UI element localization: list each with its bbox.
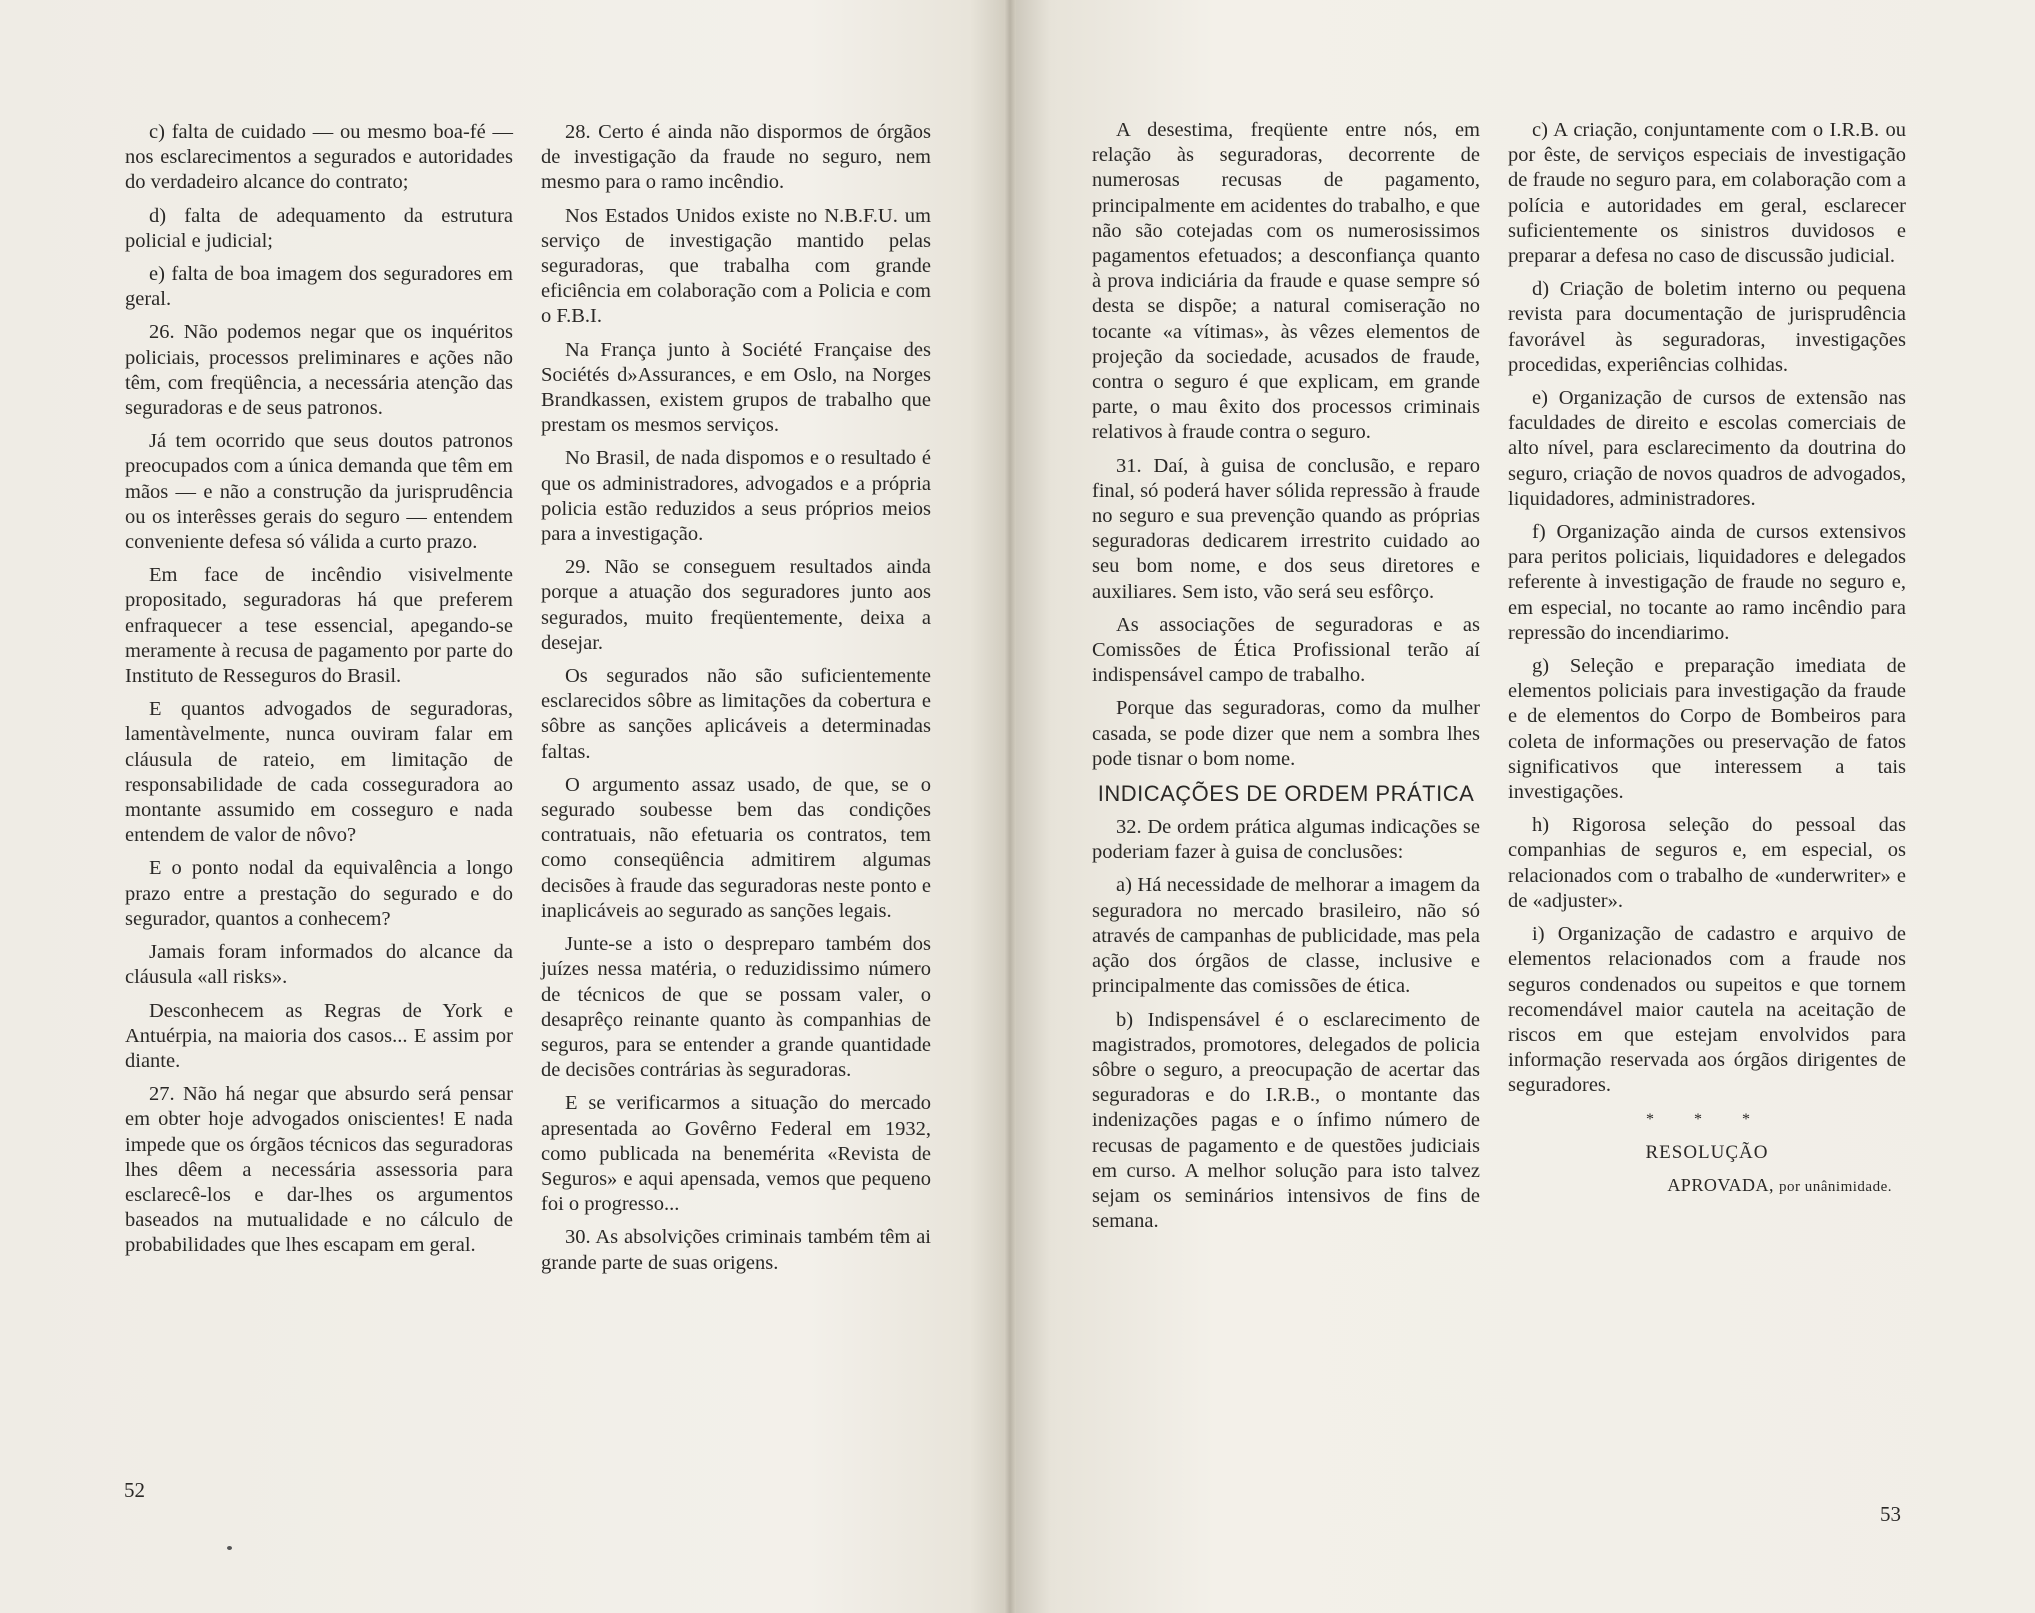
paragraph: E se verificarmos a situação do mercado apresentada ao Govêrno Federal em 1932, como publicada na benemérita «Revista de Seguros» e aqui apensada, vemos que pequeno foi o progresso... [541, 1092, 931, 1216]
paragraph: Os segurados não são suficientemente esclarecidos sôbre as limitações da cobertura e sôbre as sanções aplicáveis a determinadas faltas. [541, 665, 931, 763]
paragraph: Na França junto à Société Française des Sociétés d»Assurances, e em Oslo, na Norges Brandkassen, existem grupos de trabalho que prestam os mesmos serviços. [541, 338, 931, 437]
paragraph: Já tem ocorrido que seus doutos patronos preocupados com a única demanda que têm em mãos — e não a construção da jurisprudência ou os interêsses gerais do seguro — entendem conveniente defesa só válida a curto prazo. [125, 430, 513, 554]
paragraph: 30. As absolvições criminais também têm ai grande parte de suas origens. [541, 1226, 931, 1274]
paragraph: E o ponto nodal da equivalência a longo prazo entre a prestação do segurado e do segurador, quantos a conhecem? [125, 857, 513, 930]
page-number-left: 52 [124, 1478, 145, 1502]
paragraph: i) Organização de cadastro e arquivo de elementos relacionados com a fraude nos seguros condenados ou supeitos e que tornem recomendável maior cautela na aceitação de riscos em que estejam envolvidos para informação reservada aos órgãos dirigentes de seguradores. [1508, 923, 1906, 1097]
section-separator: * * * [1646, 1110, 1768, 1128]
paragraph: Porque das seguradoras, como da mulher casada, se pode dizer que nem a sombra lhes pode tisnar o bom nome. [1092, 697, 1480, 770]
left-column-2 [541, 120, 931, 1284]
paragraph: As associações de seguradoras e as Comissões de Ética Profissional terão aí indispensável campo de trabalho. [1092, 613, 1480, 687]
paragraph: 31. Daí, à guisa de conclusão, e reparo final, só poderá haver sólida repressão à fraude no seguro e sua prevenção quando as próprias seguradoras dedicarem irrestrito cuidado ao seu bom nome, e dos seus diretores e auxiliares. Sem isto, vão será seu esfôrço. [1092, 454, 1480, 603]
paragraph: A desestima, freqüente entre nós, em relação às seguradoras, decorrente de numerosas recusas de pagamento, principalmente em acidentes do trabalho, e que não são cotejadas com os numerosissimos pagamentos efetuados; a desconfiança quanto à prova indiciária da fraude e quase sempre só desta se dispõe; a natural comiseração no tocante «a vítimas», às vêzes elementos de projeção da sociedade, acusados de fraude, contra o seguro é que explicam, em grande parte, o mau êxito dos processos criminais relativos à fraude contra o seguro. [1092, 119, 1480, 444]
approval-label: APROVADA, [1667, 1174, 1775, 1195]
right-column-2 [1508, 118, 1906, 1208]
left-column-1 [125, 120, 513, 1267]
paragraph: b) Indispensável é o esclarecimento de magistrados, promotores, delegados de policia sôbre o seguro, a preocupação de acertar das seguradoras e do I.R.B., o montante das indenizações pagas e o ínfimo número de recusas de pagamento e de questões judiciais em curso. A melhor solução para isto talvez sejam os seminários intensivos de fins de semana. [1092, 1008, 1480, 1233]
paragraph: e) falta de boa imagem dos seguradores em geral. [125, 263, 513, 311]
right-column-1 [1092, 118, 1480, 1242]
paragraph: h) Rigorosa seleção do pessoal das companhias de seguros e, em especial, os relacionados com o trabalho de «underwriter» e de «adjuster». [1508, 814, 1906, 912]
book-gutter [1004, 0, 1016, 1613]
paragraph: d) Criação de boletim interno ou pequena revista para documentação de jurisprudência favorável às seguradoras, investigações procedidas, experiências colhidas. [1508, 278, 1906, 376]
page-number-right: 53 [1880, 1502, 1901, 1526]
paragraph: a) Há necessidade de melhorar a imagem da seguradora no mercado brasileiro, não só através de campanhas de publicidade, mas pela ação dos órgãos de classe, inclusive e principalmente das comissões de ética. [1092, 874, 1480, 998]
resolution-heading: RESOLUÇÃO [1645, 1141, 1769, 1163]
paragraph: g) Seleção e preparação imediata de elementos policiais para investigação da fraude e de elementos do Corpo de Bombeiros para coleta de informações ou preservação de fatos significativos que interessem a tais investigações. [1508, 655, 1906, 804]
paragraph: e) Organização de cursos de extensão nas faculdades de direito e escolas comerciais de alto nível, para esclarecimento da doutrina do seguro, criação de novos quadros de advogados, liquidadores, administradores. [1508, 387, 1906, 510]
paragraph: d) falta de adequamento da estrutura policial e judicial; [125, 204, 513, 252]
section-heading: INDICAÇÕES DE ORDEM PRÁTICA [1097, 781, 1475, 807]
ink-speck [227, 1546, 232, 1550]
paragraph: Nos Estados Unidos existe no N.B.F.U. um serviço de investigação mantido pelas seguradoras, que trabalha com grande eficiência em colaboração com a Policia e com o F.B.I. [541, 204, 931, 328]
paragraph: Junte-se a isto o despreparo também dos juízes nessa matéria, o reduzidissimo número de técnicos de que se possam valer, o desaprêço reinante quanto às companhias de seguros, para se entender a grande quantidade de decisões contrárias às seguradoras. [541, 933, 931, 1082]
paragraph: 26. Não podemos negar que os inquéritos policiais, processos preliminares e ações não têm, com freqüência, a necessária atenção das seguradoras e de seus patronos. [125, 321, 513, 420]
paragraph: E quantos advogados de seguradoras, lamentàvelmente, nunca ouviram falar em cláusula de rateio, em limitação de responsabilidade de cada cosseguradora ao montante assumido em cosseguro e nada entendem de valor de nôvo? [125, 698, 513, 847]
paragraph: c) A criação, conjuntamente com o I.R.B. ou por êste, de serviços especiais de investigação de fraude no seguro para, em colaboração com a polícia e autoridades em geral, esclarecer suficientemente os sinistros duvidosos e preparar a defesa no caso de discussão judicial. [1508, 119, 1906, 268]
paragraph: Jamais foram informados do alcance da cláusula «all risks». [125, 941, 513, 989]
approval-line [1508, 1173, 1906, 1200]
paragraph: f) Organização ainda de cursos extensivos para peritos policiais, liquidadores e delegados referente à investigação de fraude no seguro e, em especial, no tocante ao ramo incêndio para repressão do incendiarimo. [1508, 521, 1906, 644]
paragraph: O argumento assaz usado, de que, se o segurado soubesse bem das condições contratuais, não efetuaria os contratos, tem como conseqüência admitirem algumas decisões à fraude das seguradoras neste ponto e inaplicáveis ao segurado as sanções legais. [541, 773, 931, 922]
paragraph: No Brasil, de nada dispomos e o resultado é que os administradores, advogados e a própria policia estão reduzidos a seus próprios meios para a investigação. [541, 447, 931, 546]
approval-detail: por unânimidade. [1779, 1178, 1892, 1195]
paragraph: 27. Não há negar que absurdo será pensar em obter hoje advogados oniscientes! E nada impede que os órgãos técnicos das seguradoras lhes dêem a necessária assessoria para esclarecê-los e dar-lhes os argumentos baseados na mutualidade e no cálculo de probabilidades que lhes escapam em geral. [125, 1083, 513, 1257]
paragraph: 32. De ordem prática algumas indicações se poderiam fazer à guisa de conclusões: [1092, 816, 1480, 864]
paragraph: 29. Não se conseguem resultados ainda porque a atuação dos seguradores junto aos segurados, muito freqüentemente, deixa a desejar. [541, 556, 931, 654]
paragraph: Em face de incêndio visivelmente propositado, seguradoras há que preferem enfraquecer a tese essencial, apegando-se meramente à recusa de pagamento por parte do Instituto de Resseguros do Brasil. [125, 564, 513, 688]
paragraph: 28. Certo é ainda não dispormos de órgãos de investigação da fraude no seguro, nem mesmo para o ramo incêndio. [541, 121, 931, 194]
paragraph: Desconhecem as Regras de York e Antuérpia, na maioria dos casos... E assim por diante. [125, 999, 513, 1072]
paragraph: c) falta de cuidado — ou mesmo boa-fé — nos esclarecimentos a segurados e autoridades do verdadeiro alcance do contrato; [125, 121, 513, 194]
